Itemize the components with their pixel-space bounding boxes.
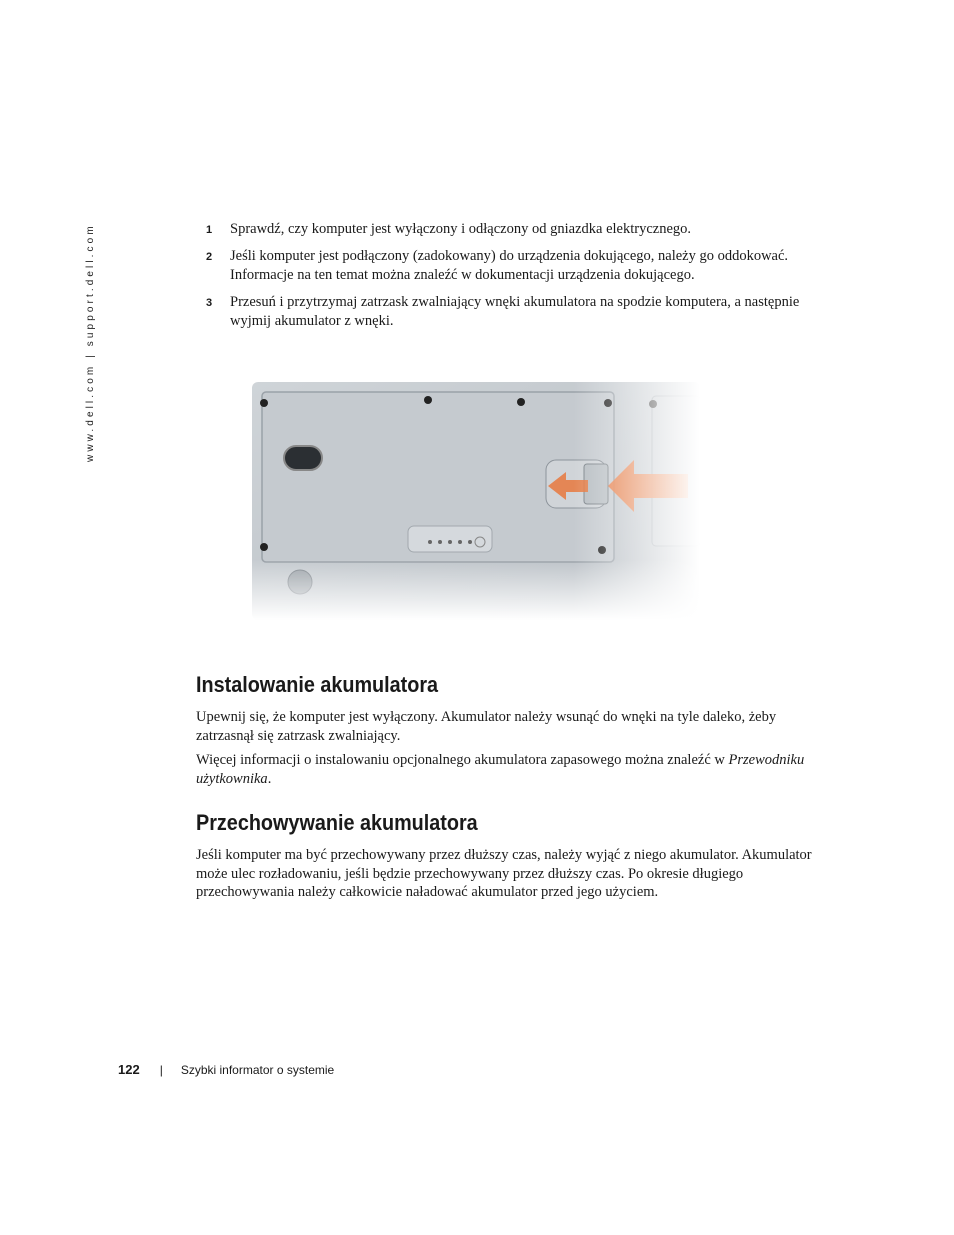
battery-removal-illustration: [248, 378, 700, 620]
paragraph-with-reference: [196, 751, 816, 788]
step-number: 1: [206, 224, 213, 236]
step-number: 2: [206, 251, 213, 263]
step-item: [206, 247, 826, 285]
step-number: 3: [206, 297, 213, 309]
paragraph-text: Więcej informacji o instalowaniu opcjonalnego akumulatora zapasowego można znaleźć w: [196, 752, 729, 768]
step-text: Sprawdź, czy komputer jest wyłączony i odłączony od gniazdka elektrycznego.: [230, 221, 692, 237]
footer-title: Szybki informator o systemie: [180, 1063, 335, 1077]
page-footer: [118, 1062, 334, 1077]
section-title-installing: Instalowanie akumulatora: [196, 672, 439, 697]
step-text: Jeśli komputer jest podłączony (zadokowany) do urządzenia dokującego, należy go oddokować. Informacje na ten temat można znaleźć w dokumentacji urządzenia dokującego.: [230, 248, 789, 283]
step-item: [206, 293, 826, 331]
section-title-storing: Przechowywanie akumulatora: [196, 810, 478, 835]
paragraph: Jeśli komputer ma być przechowywany przez dłuższy czas, należy wyjąć z niego akumulator. Akumulator może ulec rozładowaniu, jeśli będzie przechowywany przez dłuższy czas. Po okresie długiego przechowywania należy całkowicie naładować akumulator przed jego użyciem.: [196, 847, 812, 900]
steps-list: [206, 220, 826, 339]
step-text: Przesuń i przytrzymaj zatrzask zwalniający wnęki akumulatora na spodzie komputera, a następnie wyjmij akumulator z wnęki.: [230, 294, 800, 329]
user-guide-reference: Przewodniku użytkownika: [196, 752, 805, 787]
page-number: 122: [118, 1062, 140, 1077]
paragraph: Upewnij się, że komputer jest wyłączony. Akumulator należy wsunąć do wnęki na tyle daleko, żeby zatrzasnął się zatrzask zwalniający.: [196, 709, 777, 744]
step-item: [206, 220, 826, 239]
paragraph-text: .: [267, 770, 272, 787]
footer-separator: |: [159, 1063, 163, 1077]
side-url: www.dell.com | support.dell.com: [85, 223, 96, 462]
